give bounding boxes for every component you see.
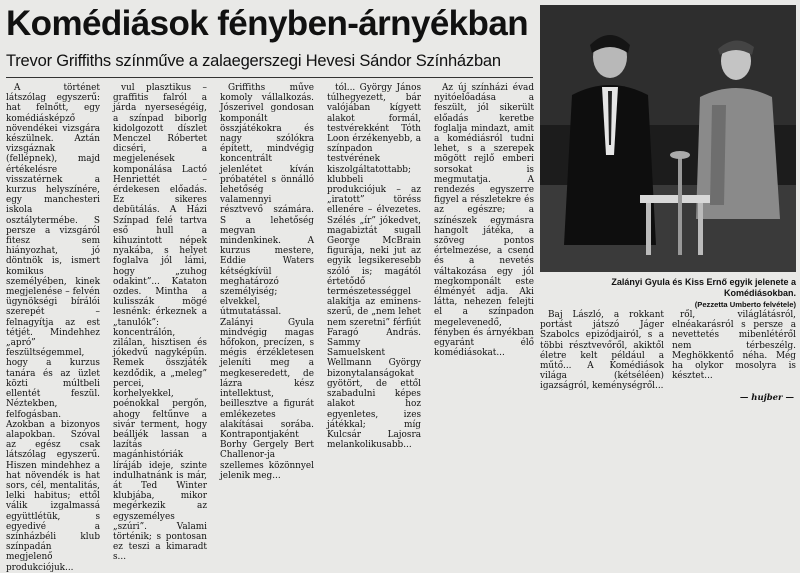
article-paragraph: Baj László, a rokkant portást játszó Jáger Szabolcs epizódjairól, s a többi résztvevőről, akiktől életre kelt például a műtő... A Komédiások világa (kétséléen) igazságról, keménységről... [540, 310, 664, 392]
article-column-7 [672, 310, 796, 402]
photo-credit: (Pezzetta Umberto felvétele) [694, 300, 796, 309]
article-paragraph: tól... György János túlhegyezett, bár valójában kígyett alakot formál, testvérekként Tóth Loon érzékenyebb, a színpadon testvérének kiszolgáltatottabb; klubbeli produkciójuk – az „iratott” töréss ellenére – élvezetes. Szélés „ír” jókedvet, magabiztát sugall George McBrain figurája, neki jut az egyik legsikeresebb szóló is; magától értetődő természetességgel alakítja az eminens-szerű, de „nem lehet nem szeretni” férfiút Faragó András. Sammy Samuelskent Wellmann György bizonytalanságokat gyötört, de ettől szabadulni képes alakot hoz egyenletes, izes játékkal; míg Kulcsár Lajosra melankolikusabb... [327, 83, 421, 451]
article-column-1 [6, 83, 100, 573]
article-column-4 [327, 83, 421, 451]
author-signature: — hujber — [739, 393, 794, 403]
subheadline: Trevor Griffiths színműve a zalaegerszegi Hevesi Sándor Színházban [6, 52, 501, 70]
article-column-6 [540, 310, 664, 402]
title-divider [6, 77, 533, 78]
article-paragraph: vul plasztikus – graffitis falról a járda nyerseségéig, a színpad biborlg kidolgozott díszlet Menczel Róbertet dicséri, a megjelenések komponálása Lactó Henriettét – érdekesen előadás. Ez sikeres debütálás. A Házi Színpad felé tartva eső hull a kihuzintott népek nyakába, s helyet foglalva jól lámi, hogy „zuhog odakint”... Kataton ozdes. Mintha a kulisszák mögé lesnénk: érkeznek a „tanulók”: koncentrálón, zilálan, hisztisen és jókedvű nagyképűn. Remek összjáték kezdődik, a „meleg” percei, korhelyekkel, poénokkal pergőn, ahogy feltűnve a sivár terment, hogy beálljék lassan a lazítás magánhistóriák lírájáb ideje, szinte indulhatnánk is már, át Ted Winter klubjába, mikor megérkezik az egyszemélyes „szúri”. Valami történik; s pontosan ez teszi a kimaradt s... [113, 83, 207, 563]
photo-caption-text: Zalányi Gyula és Kiss Ernő egyik jelenete a Komédiásokban. [611, 277, 796, 298]
article-column-2 [113, 83, 207, 563]
article-paragraph: A történet látszólag egyszerű: hat felnőtt, egy komédiásképző növendékei vizsgára készülnek. Aztán vizsgáznak (fellépnek), majd értékelésre visszatérnek a kurzus helyszínére, egy manchesteri iskola osztálytermébe. S persze a vizsgáról fitesz sem hiányozhat, jó döntnök is, ismert komikus személyében, kinek megjelenése – felvén ügynökségi bírálói szerepét – felnagyítja az est tétjét. Mindehhez „apró” feszültségemmel, hogy a kurzus tanára és az üzlet közti múltbeli ellentét feszül. Néztekben, felfogásban. Azokban a bizonyos alapokban. Szóval az egész csak látszólag egyszerű. Hiszen mindehhez a hat növendék is hat sors, cél, mentalitás, lelki habitus; ettől válik izgalmassá együttlétük, s egyedivé a színházbéli klub színpadán megjelenő produkciójuk... [6, 83, 100, 573]
scene-photo-illustration [540, 5, 796, 272]
article-paragraph: Griffiths műve komoly vállalkozás. Jószerivel gondosan komponált összjátékokra és nagy szólókra épített, mindvégig koncentrált jelenlétet kíván próbatétel s önnálló lehetőség valamennyi résztvevő számára. S a lehetőség megvan mindenkinek. A kurzus mestere, Eddie Waters kétségkívül meghatározó személyiség; elvekkel, útmutatással. Zalányi Gyula mindvégig magas hőfokon, precízen, s mégis érzékletesen jeleníti meg a megkeseredett, de lázra kész intellektust, beillesztve a figurát emlékezetes alakításai sorába. Kontrapontjaként Borhy Gergely Bert Challenor-ja szellemes közönnyel jelenik meg... [220, 83, 314, 481]
photo-caption [540, 277, 796, 309]
headline: Komédiások fényben-árnyékban [6, 4, 528, 43]
article-column-5 [434, 83, 534, 405]
scene-photo [540, 5, 796, 272]
article-column-3 [220, 83, 314, 481]
article-paragraph: Az új színházi évad nyitóelőadása a feszült, jól sikerült előadás keretbe foglalja mindazt, amit a komédiásról tudni lehet, s a szerepek mögött rejlő emberi sorsokat is megmutatja. A rendezés egyszerre figyel a részletekre és az egészre; a színészek egymásra hangolt játéka, a szöveg pontos értelmezése, a csend és a nevetés váltakozása egy jól megkomponált este élményét adja. Aki látta, nehezen felejti el a színpadon megelevenedő, fényben és árnyékban egyaránt élő komédiásokat... [434, 83, 534, 359]
article-paragraph: ről, világlátásról, elnéakarásról s persze a nevettetés mibenlétéről nem térbeszélg. Meghökkentő néha. Még ha olykor mosolyra is késztet... [672, 310, 796, 382]
